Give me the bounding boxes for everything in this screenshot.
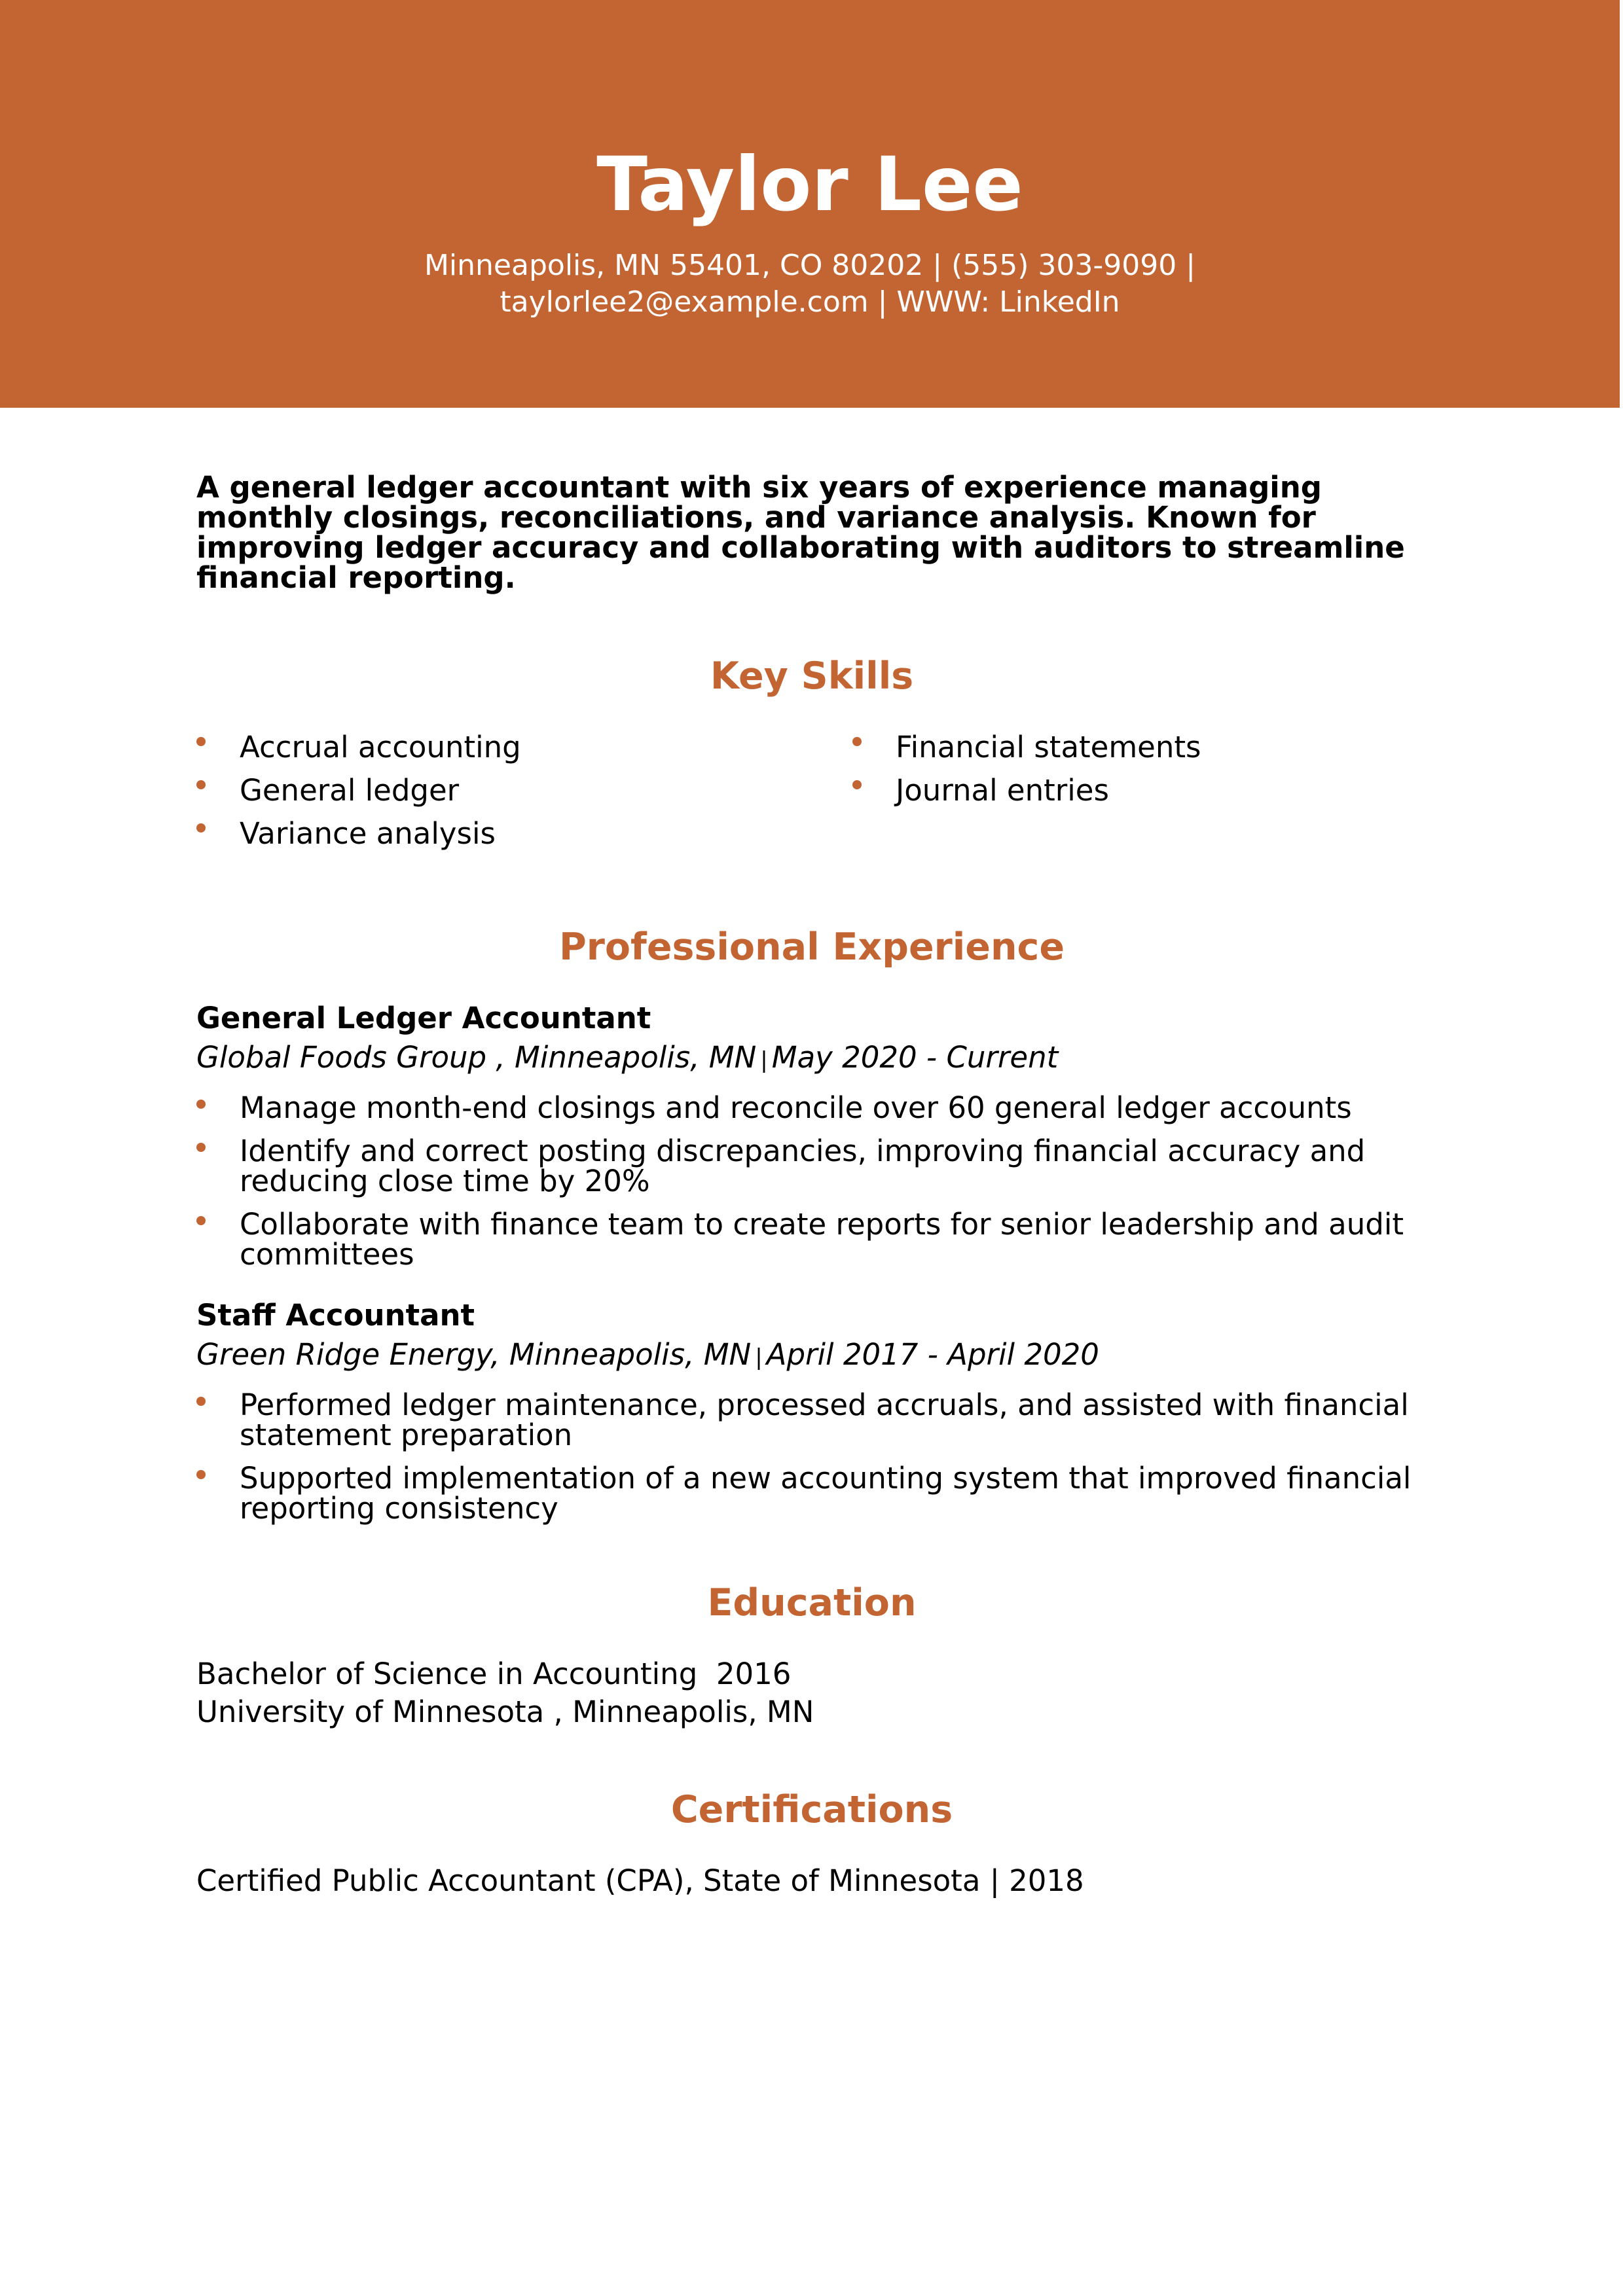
bullet-icon [196, 1143, 206, 1152]
candidate-name: Taylor Lee [596, 141, 1023, 228]
bullet-icon [852, 780, 862, 789]
job-bullet: Collaborate with finance team to create reports for senior leadership and audit committees [196, 1210, 1427, 1270]
section-title-education: Education [707, 1581, 917, 1624]
job-dates: April 2017 - April 2020 [766, 1337, 1099, 1372]
bullet-icon [196, 1100, 206, 1109]
section-title-certifications: Certifications [670, 1788, 953, 1831]
separator: | [755, 1344, 763, 1371]
job-bullets [196, 1390, 1427, 1537]
resume-header [0, 0, 1620, 408]
job-dates: May 2020 - Current [771, 1040, 1059, 1075]
bullet-icon [852, 737, 862, 746]
separator: | [760, 1047, 768, 1073]
job-company: Green Ridge Energy, Minneapolis, MN [196, 1337, 752, 1372]
bullet-icon [196, 780, 206, 789]
job-title: Staff Accountant [196, 1298, 475, 1333]
education-degree: Bachelor of Science in Accounting 2016 [196, 1657, 792, 1691]
job-meta [196, 1039, 1058, 1079]
job-bullet: Supported implementation of a new accounting system that improved financial reporting consistency [196, 1463, 1427, 1524]
skill-item: Accrual accounting [196, 728, 521, 767]
certification-item: Certified Public Accountant (CPA), State of Minnesota | 2018 [196, 1863, 1084, 1898]
bullet-icon [196, 823, 206, 833]
bullet-icon [196, 1216, 206, 1225]
job-bullet: Identify and correct posting discrepancies, improving financial accuracy and reducing close time by 20% [196, 1136, 1427, 1196]
skill-item: Variance analysis [196, 814, 496, 853]
job-bullet: Performed ledger maintenance, processed accruals, and assisted with financial statement preparation [196, 1390, 1427, 1450]
skill-item: General ledger [196, 771, 459, 810]
bullet-icon [196, 1470, 206, 1479]
education-school: University of Minnesota , Minneapolis, MN [196, 1695, 814, 1729]
job-meta [196, 1336, 1099, 1376]
section-title-skills: Key Skills [710, 655, 914, 698]
bullet-icon [196, 1397, 206, 1406]
contact-line-1: Minneapolis, MN 55401, CO 80202 | (555) 303-9090 | [424, 249, 1196, 282]
job-company: Global Foods Group , Minneapolis, MN [196, 1040, 757, 1075]
skill-item: Journal entries [852, 771, 1109, 810]
skill-item: Financial statements [852, 728, 1201, 767]
contact-line-2: taylorlee2@example.com | WWW: LinkedIn [500, 285, 1120, 319]
job-title: General Ledger Accountant [196, 1001, 651, 1035]
job-bullets [196, 1090, 1427, 1283]
job-bullet: Manage month-end closings and reconcile over 60 general ledger accounts [196, 1093, 1427, 1123]
professional-summary: A general ledger accountant with six years of experience managing monthly closings, reconciliations, and variance analysis. Known for improving ledger accuracy and collaborating with auditors to streamline financial reporting. [196, 470, 1405, 595]
contact-info [0, 247, 1620, 321]
bullet-icon [196, 737, 206, 746]
section-title-experience: Professional Experience [559, 925, 1065, 969]
